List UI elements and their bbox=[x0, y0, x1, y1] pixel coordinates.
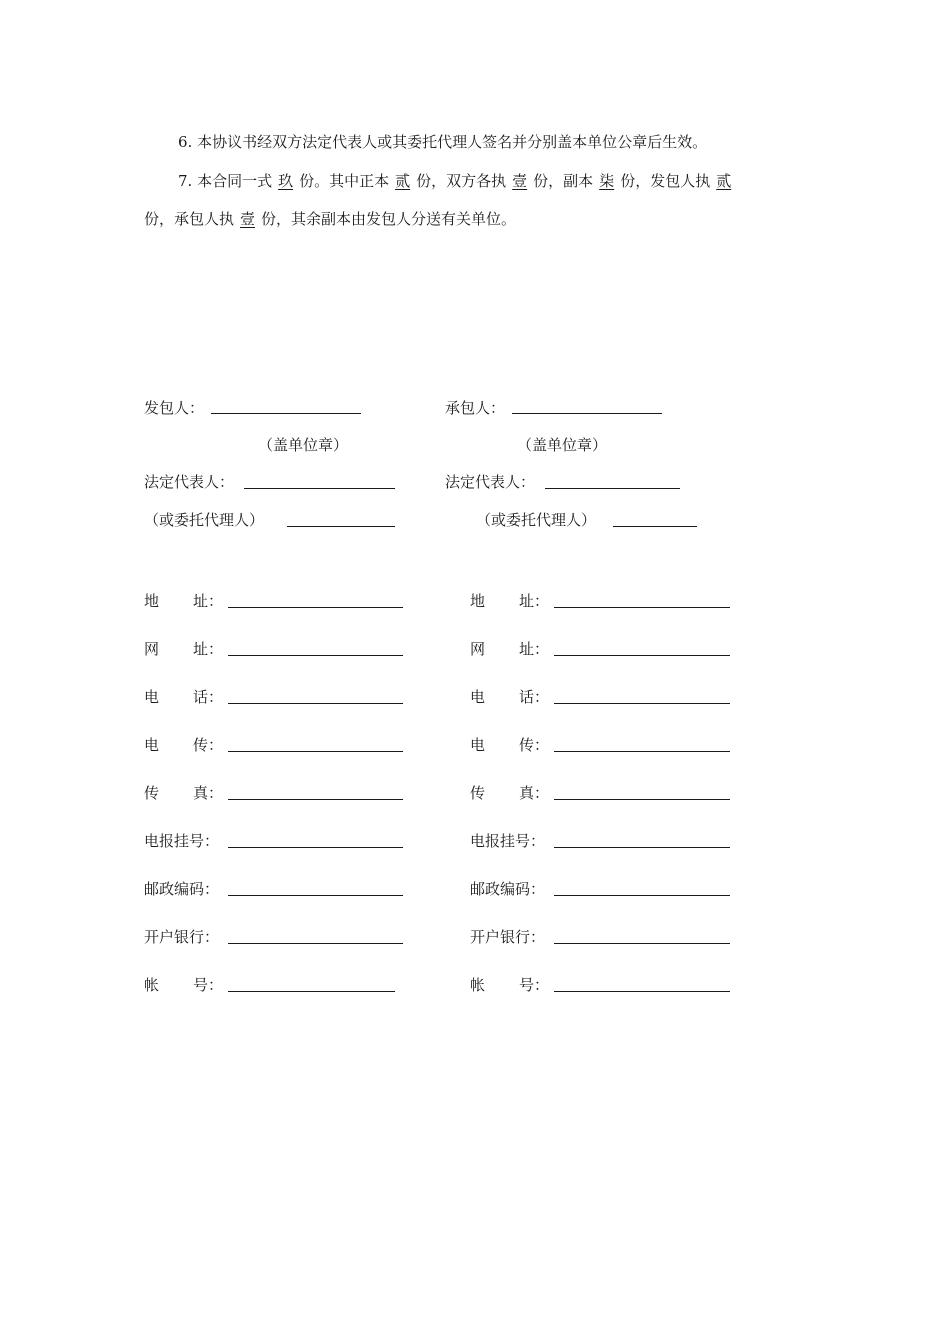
clause-7-line-1 bbox=[178, 171, 737, 191]
employer-fax-label-a: 传 bbox=[144, 784, 160, 802]
contractor-phone-label-a: 电 bbox=[470, 688, 486, 706]
employer-telex-line[interactable] bbox=[228, 751, 403, 752]
contractor-account-label-a: 帐 bbox=[470, 976, 486, 994]
contractor-legal-rep-label: 法定代表人： bbox=[445, 473, 536, 491]
employer-website-line[interactable] bbox=[228, 655, 403, 656]
contractor-fax-line[interactable] bbox=[554, 799, 730, 800]
contractor-telex-label-a: 电 bbox=[470, 736, 486, 754]
contractor-cable-label: 电报挂号： bbox=[470, 832, 546, 850]
contractor-seal-label: （盖单位章） bbox=[517, 436, 608, 454]
employer-postcode-line[interactable] bbox=[228, 895, 403, 896]
clause-7-text-3: 份，双方各执 bbox=[416, 172, 507, 190]
contractor-phone-label-b: 话： bbox=[519, 688, 550, 706]
contractor-fax-label-a: 传 bbox=[470, 784, 486, 802]
employer-signature-line[interactable] bbox=[211, 413, 361, 414]
each-party-copies-value: 壹 bbox=[512, 172, 528, 190]
contractor-account-label-b: 号： bbox=[519, 976, 550, 994]
contractor-address-line[interactable] bbox=[554, 607, 730, 608]
clause-7-text-2: 份。其中正本 bbox=[299, 172, 390, 190]
contractor-postcode-line[interactable] bbox=[554, 895, 730, 896]
employer-agent-label: （或委托代理人） bbox=[144, 511, 265, 529]
contractor-signature-line[interactable] bbox=[512, 413, 662, 414]
contractor-bank-line[interactable] bbox=[554, 943, 730, 944]
employer-label: 发包人： bbox=[144, 399, 205, 417]
contractor-account-line[interactable] bbox=[554, 991, 730, 992]
employer-bank-line[interactable] bbox=[228, 943, 403, 944]
employer-address-label-b: 址： bbox=[193, 592, 224, 610]
clause-7-text-7: 份，其余副本由发包人分送有关单位。 bbox=[261, 210, 517, 228]
contractor-address-label-b: 址： bbox=[519, 592, 550, 610]
employer-cable-label: 电报挂号： bbox=[144, 832, 220, 850]
employer-website-label-a: 网 bbox=[144, 640, 160, 658]
original-copies-value: 贰 bbox=[395, 172, 411, 190]
employer-legal-rep-line[interactable] bbox=[244, 488, 395, 489]
contractor-website-label-b: 址： bbox=[519, 640, 550, 658]
clause-7-text-6: 份，承包人执 bbox=[144, 210, 235, 228]
employer-agent-line[interactable] bbox=[287, 526, 395, 527]
employer-telex-label-a: 电 bbox=[144, 736, 160, 754]
contractor-agent-line[interactable] bbox=[613, 526, 697, 527]
employer-phone-label-b: 话： bbox=[193, 688, 224, 706]
contractor-bank-label: 开户银行： bbox=[470, 928, 546, 946]
employer-account-label-b: 号： bbox=[193, 976, 224, 994]
contractor-telex-label-b: 传： bbox=[519, 736, 550, 754]
contractor-fax-label-b: 真： bbox=[519, 784, 550, 802]
contractor-postcode-label: 邮政编码： bbox=[470, 880, 546, 898]
employer-account-label-a: 帐 bbox=[144, 976, 160, 994]
employer-bank-label: 开户银行： bbox=[144, 928, 220, 946]
employer-phone-label-a: 电 bbox=[144, 688, 160, 706]
employer-copies-value: 贰 bbox=[716, 172, 732, 190]
employer-fax-line[interactable] bbox=[228, 799, 403, 800]
clause-6: 6. 本协议书经双方法定代表人或其委托代理人签名并分别盖本单位公章后生效。 bbox=[178, 133, 708, 151]
employer-address-label-a: 地 bbox=[144, 592, 160, 610]
contractor-phone-line[interactable] bbox=[554, 703, 730, 704]
clause-7-text-5: 份，发包人执 bbox=[620, 172, 711, 190]
contractor-label: 承包人： bbox=[445, 399, 506, 417]
employer-website-label-b: 址： bbox=[193, 640, 224, 658]
clause-7-line-2 bbox=[144, 209, 516, 229]
contractor-telex-line[interactable] bbox=[554, 751, 730, 752]
employer-address-line[interactable] bbox=[228, 607, 403, 608]
clause-7-text-1: 7. 本合同一式 bbox=[178, 172, 273, 190]
contractor-website-line[interactable] bbox=[554, 655, 730, 656]
contractor-copies-value: 壹 bbox=[240, 210, 256, 228]
contractor-agent-label: （或委托代理人） bbox=[476, 511, 597, 529]
total-copies-value: 玖 bbox=[278, 172, 294, 190]
employer-fax-label-b: 真： bbox=[193, 784, 224, 802]
contractor-legal-rep-line[interactable] bbox=[545, 488, 680, 489]
employer-phone-line[interactable] bbox=[228, 703, 403, 704]
duplicate-copies-value: 柒 bbox=[599, 172, 615, 190]
employer-telex-label-b: 传： bbox=[193, 736, 224, 754]
employer-cable-line[interactable] bbox=[228, 847, 403, 848]
employer-seal-label: （盖单位章） bbox=[258, 436, 349, 454]
employer-postcode-label: 邮政编码： bbox=[144, 880, 220, 898]
employer-legal-rep-label: 法定代表人： bbox=[144, 473, 235, 491]
clause-7-text-4: 份，副本 bbox=[533, 172, 594, 190]
contractor-cable-line[interactable] bbox=[554, 847, 730, 848]
contractor-website-label-a: 网 bbox=[470, 640, 486, 658]
contractor-address-label-a: 地 bbox=[470, 592, 486, 610]
employer-account-line[interactable] bbox=[228, 991, 395, 992]
